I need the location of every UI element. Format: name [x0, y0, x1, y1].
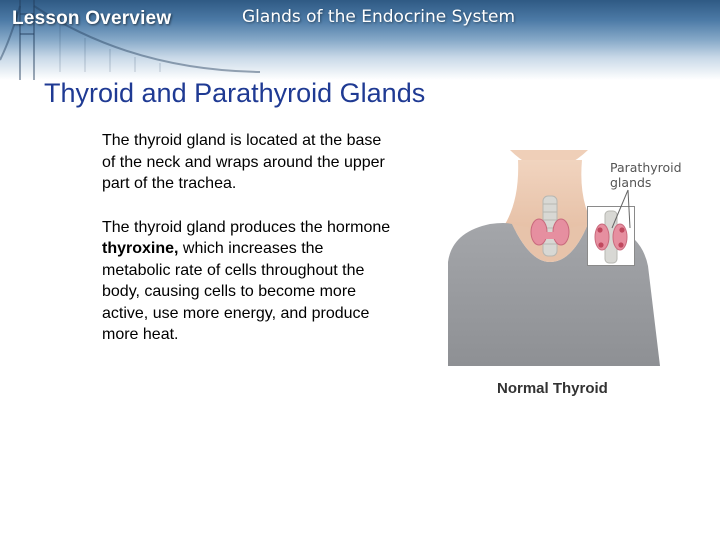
paragraph-text-before: The thyroid gland produces the hormone: [102, 218, 391, 236]
slide-title: Thyroid and Parathyroid Glands: [44, 78, 426, 108]
paragraph-thyroid-location: The thyroid gland is located at the base of the neck and wraps around the upper part of the trachea.: [102, 132, 385, 192]
header-band: [0, 0, 720, 80]
body-text: [102, 130, 392, 368]
callout-pointer-lines: [600, 188, 640, 234]
lesson-overview-label: Lesson Overview: [12, 8, 172, 29]
callout-line-2: glands: [610, 175, 652, 190]
paragraph-text-after: which increases the metabolic rate of cells throughout the body, causing cells to become more active, use more energy, and produce more heat.: [102, 240, 370, 343]
thyroxine-term: thyroxine,: [102, 240, 179, 257]
section-title: Glands of the Endocrine System: [242, 7, 516, 27]
paragraph-thyroxine: [102, 217, 392, 346]
callout-line-1: Parathyroid: [610, 160, 682, 175]
figure-caption: Normal Thyroid: [497, 380, 608, 397]
parathyroid-callout: [610, 160, 700, 190]
thyroid-isthmus: [541, 232, 559, 239]
